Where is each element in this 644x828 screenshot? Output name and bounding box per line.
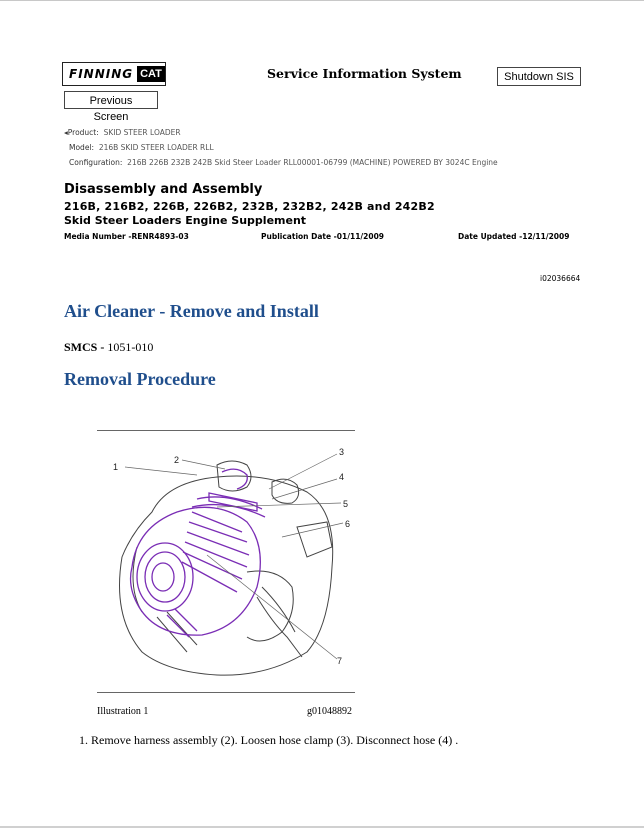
document-supplement: Skid Steer Loaders Engine Supplement [64,214,307,227]
document-id: i02036664 [540,274,581,283]
model-line [69,143,214,152]
callout-2: 2 [174,455,180,465]
figure-bottom-rule [97,692,355,693]
callout-3: 3 [339,447,345,457]
callout-4: 4 [339,472,345,482]
configuration-value: 216B 226B 232B 242B Skid Steer Loader RLL00001-06799 (MACHINE) POWERED BY 3024C Engine [127,158,498,167]
product-label: Product: [67,128,99,137]
back-arrow-icon[interactable]: ◂ [64,128,68,137]
date-updated: Date Updated -12/11/2009 [458,232,570,241]
publication-date: Publication Date -01/11/2009 [261,232,385,241]
callout-1: 1 [113,462,119,472]
previous-screen-button[interactable]: Previous Screen [64,91,158,109]
smcs-value: 1051-010 [107,340,154,354]
smcs-label: SMCS - [64,340,105,354]
illustration-air-cleaner [97,437,355,689]
document-title: Disassembly and Assembly [64,182,263,197]
callout-6: 6 [345,519,351,529]
sis-title: Service Information System [267,66,462,81]
media-number: Media Number -RENR4893-03 [64,232,189,241]
configuration-line [69,158,498,167]
product-line [64,128,181,137]
figure-top-rule [97,430,355,431]
callout-7: 7 [337,656,343,666]
illustration-caption: Illustration 1 [97,706,149,717]
smcs-code [64,340,153,355]
shutdown-sis-button[interactable]: Shutdown SIS [497,67,581,86]
product-value: SKID STEER LOADER [103,128,181,137]
document-models: 216B, 216B2, 226B, 226B2, 232B, 232B2, 242B and 242B2 [64,200,435,213]
logo-wordmark: FINNING [69,67,134,81]
configuration-label: Configuration: [69,158,123,167]
procedure-title: Removal Procedure [64,369,216,389]
section-title: Air Cleaner - Remove and Install [64,301,319,321]
logo-cat-badge: CAT [137,66,165,82]
illustration-id: g01048892 [307,706,352,717]
top-divider [0,0,644,1]
model-label: Model: [69,143,95,152]
finning-cat-logo [62,62,166,86]
model-value: 216B SKID STEER LOADER RLL [98,143,214,152]
procedure-step: 1. Remove harness assembly (2). Loosen hose clamp (3). Disconnect hose (4) . [79,733,459,747]
callout-5: 5 [343,499,349,509]
